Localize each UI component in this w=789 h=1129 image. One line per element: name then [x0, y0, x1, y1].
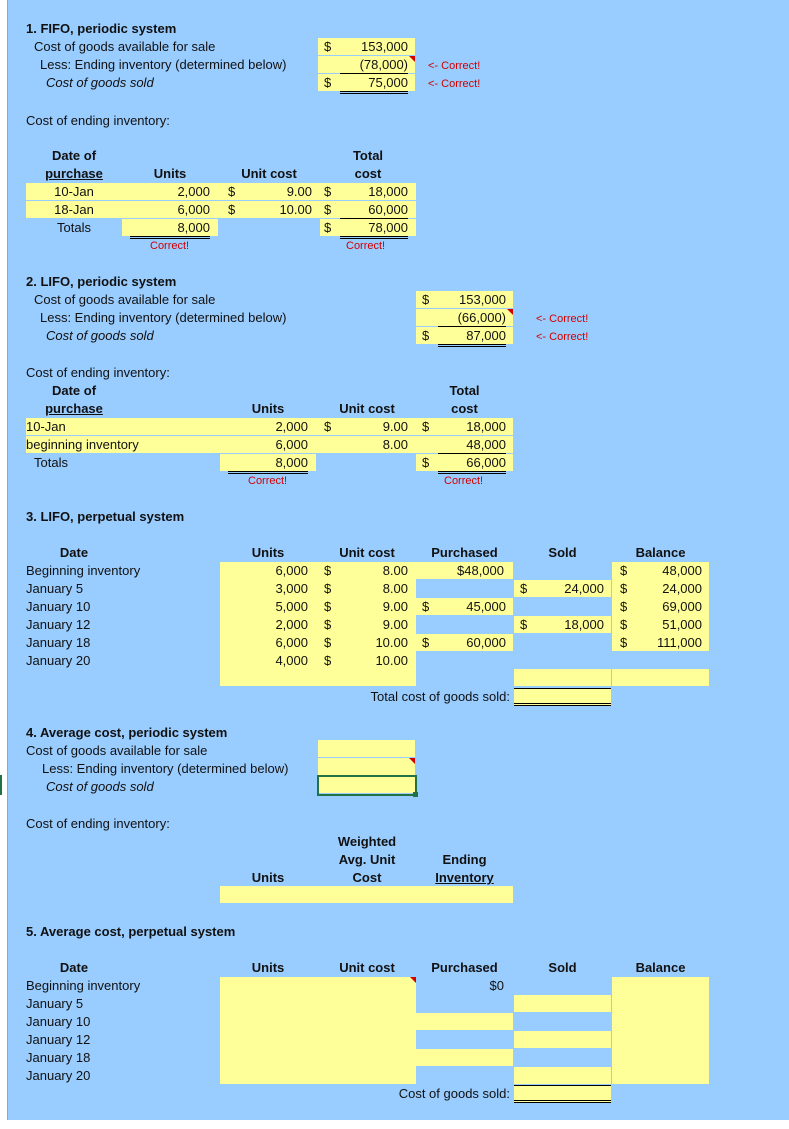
section-3-title: 3. LIFO, perpetual system — [26, 509, 185, 524]
s1-col-unit-cost: Unit cost — [241, 166, 297, 181]
s2-ending-inv-value: (66,000) — [438, 309, 506, 327]
dollar-sign: $ — [324, 202, 332, 217]
s1-totals-units: 8,000 — [130, 219, 210, 239]
s2-ending-header: Cost of ending inventory: — [26, 365, 170, 380]
s2-row-1-date: 10-Jan — [26, 419, 66, 434]
s1-row-1-total: 18,000 — [368, 184, 408, 199]
s3-row-3-purchased: 45,000 — [466, 599, 506, 614]
s3-row-2-date: January 5 — [26, 581, 84, 596]
s4-col-end2: Inventory — [435, 870, 494, 885]
s5-balance-block[interactable] — [612, 977, 709, 1084]
s3-row-1-purchased: $48,000 — [457, 563, 504, 578]
s3-extra-units-cell[interactable] — [220, 669, 416, 686]
s1-row-2-total: 60,000 — [340, 201, 408, 219]
fill-handle[interactable] — [413, 792, 418, 797]
dollar-sign: $ — [324, 419, 332, 434]
s1-units-correct-note: Correct! — [150, 240, 190, 252]
s1-row-1-units: 2,000 — [177, 184, 210, 199]
dollar-sign: $ — [324, 581, 332, 596]
s3-row-3-balance: 69,000 — [662, 599, 702, 614]
s2-row-1-units: 2,000 — [275, 419, 308, 434]
s3-row-2-units: 3,000 — [275, 581, 308, 596]
s3-total-cogs-input[interactable] — [514, 688, 611, 706]
s3-row-5-date: January 18 — [26, 635, 91, 650]
s2-row-2-total: 48,000 — [438, 436, 506, 454]
dollar-sign: $ — [324, 563, 332, 578]
s3-row-1-balance: 48,000 — [662, 563, 702, 578]
s3-row-6-units: 4,000 — [275, 653, 308, 668]
s2-less-ending-label: Less: Ending inventory (determined below) — [40, 310, 287, 325]
s4-ending-header: Cost of ending inventory: — [26, 816, 170, 831]
sheet-bottom-edge — [0, 1120, 789, 1129]
s4-ending-row-input[interactable] — [220, 886, 513, 903]
s3-extra-sold-cell[interactable] — [514, 669, 611, 686]
section-2-title: 2. LIFO, periodic system — [26, 274, 177, 289]
s2-cogs-available-label: Cost of goods available for sale — [34, 292, 216, 307]
s5-col-balance: Balance — [635, 960, 686, 975]
s5-cogs-input[interactable] — [514, 1085, 611, 1103]
s1-row-2-units: 6,000 — [177, 202, 210, 217]
s1-cost-correct-note: Correct! — [346, 240, 386, 252]
s2-col-date1: Date of — [51, 383, 97, 398]
s2-col-total2: cost — [451, 401, 478, 416]
dollar-sign: $ — [324, 599, 332, 614]
s2-row-2-cost: 8.00 — [382, 437, 408, 452]
s4-col-wavg1: Weighted — [337, 834, 397, 849]
s2-col-date2: purchase — [45, 401, 103, 416]
s2-cogs-label: Cost of goods sold — [46, 328, 154, 343]
s1-ending-header: Cost of ending inventory: — [26, 113, 170, 128]
dollar-sign: $ — [324, 75, 332, 90]
s1-cogs-available-label: Cost of goods available for sale — [34, 39, 216, 54]
s2-totals-label: Totals — [34, 455, 68, 470]
s3-row-2-cost: 8.00 — [382, 581, 408, 596]
s3-row-3-units: 5,000 — [275, 599, 308, 614]
s5-row-5-date: January 18 — [26, 1050, 91, 1065]
s5-purchased-cell-3[interactable] — [416, 1013, 513, 1030]
s5-row-4-date: January 12 — [26, 1032, 91, 1047]
s4-col-wavg3: Cost — [352, 870, 382, 885]
s4-ending-inv-input[interactable] — [318, 758, 415, 775]
comment-indicator-icon — [409, 56, 415, 62]
dollar-sign: $ — [228, 202, 236, 217]
s3-col-balance: Balance — [635, 545, 686, 560]
s3-row-6-cost: 10.00 — [375, 653, 408, 668]
s3-row-3-date: January 10 — [26, 599, 91, 614]
s3-col-purchased: Purchased — [431, 545, 498, 560]
s5-units-cost-block[interactable] — [220, 977, 416, 1084]
s3-row-5-cost: 10.00 — [375, 635, 408, 650]
s2-cogs-value: 87,000 — [438, 327, 506, 347]
dollar-sign: $ — [620, 617, 628, 632]
section-4-title: 4. Average cost, periodic system — [26, 725, 228, 740]
dollar-sign: $ — [422, 419, 430, 434]
s3-total-cogs-label: Total cost of goods sold: — [370, 689, 510, 704]
dollar-sign: $ — [620, 581, 628, 596]
s1-totals-label: Totals — [57, 220, 91, 235]
s5-sold-cell-6[interactable] — [514, 1067, 611, 1084]
s2-cost-correct-note: Correct! — [444, 475, 484, 487]
active-cell-selection[interactable] — [317, 775, 417, 796]
dollar-sign: $ — [228, 184, 236, 199]
s5-purchased-cell-5[interactable] — [416, 1049, 513, 1066]
s4-cogs-label: Cost of goods sold — [46, 779, 154, 794]
dollar-sign: $ — [324, 220, 332, 235]
s3-row-2-balance: 24,000 — [662, 581, 702, 596]
s3-extra-balance-cell[interactable] — [612, 669, 709, 686]
s1-row-2-cost: 10.00 — [279, 202, 312, 217]
s2-ending-correct-note: <- Correct! — [536, 313, 589, 325]
s3-row-2-sold: 24,000 — [564, 581, 604, 596]
s5-col-unit-cost: Unit cost — [339, 960, 395, 975]
s5-row-6-date: January 20 — [26, 1068, 91, 1083]
s2-totals-cost: 66,000 — [438, 454, 506, 474]
s5-col-units: Units — [251, 960, 285, 975]
dollar-sign: $ — [422, 328, 430, 343]
s2-cogs-available-value: 153,000 — [459, 292, 506, 307]
s1-ending-correct-note: <- Correct! — [428, 60, 481, 72]
dollar-sign: $ — [324, 635, 332, 650]
comment-indicator-icon — [409, 758, 415, 764]
dollar-sign: $ — [422, 292, 430, 307]
s5-cogs-label: Cost of goods sold: — [398, 1086, 510, 1101]
s2-row-2-units: 6,000 — [275, 437, 308, 452]
section-1-title: 1. FIFO, periodic system — [26, 21, 177, 36]
s4-col-units: Units — [251, 870, 285, 885]
s3-row-4-balance: 51,000 — [662, 617, 702, 632]
s1-cogs-available-value: 153,000 — [361, 39, 408, 54]
s3-row-4-date: January 12 — [26, 617, 91, 632]
s3-row-4-units: 2,000 — [275, 617, 308, 632]
s2-totals-units: 8,000 — [228, 454, 308, 474]
s1-row-1-date: 10-Jan — [54, 184, 94, 199]
s3-row-5-units: 6,000 — [275, 635, 308, 650]
s3-col-sold: Sold — [548, 545, 577, 560]
s3-row-4-sold: 18,000 — [564, 617, 604, 632]
s2-row-1-total: 18,000 — [466, 419, 506, 434]
s5-col-date: Date — [59, 960, 89, 975]
s3-row-5-purchased: 60,000 — [466, 635, 506, 650]
s2-units-correct-note: Correct! — [248, 475, 288, 487]
s4-less-ending-label: Less: Ending inventory (determined below) — [42, 761, 289, 776]
dollar-sign: $ — [620, 563, 628, 578]
s1-col-total2: cost — [354, 166, 382, 181]
s2-col-units: Units — [251, 401, 285, 416]
s4-cogs-available-label: Cost of goods available for sale — [26, 743, 208, 758]
dollar-sign: $ — [324, 184, 332, 199]
s1-col-total1: Total — [352, 148, 384, 163]
s1-ending-inv-value: (78,000) — [340, 56, 408, 74]
s2-row-1-cost: 9.00 — [382, 419, 408, 434]
s3-row-5-balance: 111,000 — [656, 635, 702, 650]
dollar-sign: $ — [520, 581, 528, 596]
s1-cogs-label: Cost of goods sold — [46, 75, 154, 90]
dollar-sign: $ — [520, 617, 528, 632]
dollar-sign: $ — [324, 617, 332, 632]
s5-sold-cell-4[interactable] — [514, 1031, 611, 1048]
s2-row-2-date: beginning inventory — [26, 437, 139, 452]
dollar-sign: $ — [422, 635, 430, 650]
s1-cogs-correct-note: <- Correct! — [428, 78, 481, 90]
s3-row-1-date: Beginning inventory — [26, 563, 141, 578]
s3-row-3-cost: 9.00 — [382, 599, 408, 614]
dollar-sign: $ — [324, 653, 332, 668]
s1-col-date2: purchase — [45, 166, 103, 181]
s3-row-4-cost: 9.00 — [382, 617, 408, 632]
s5-sold-cell-2[interactable] — [514, 995, 611, 1012]
dollar-sign: $ — [620, 599, 628, 614]
s4-col-wavg2: Avg. Unit — [338, 852, 396, 867]
s2-col-total1: Total — [449, 383, 480, 398]
row-header-gutter — [0, 0, 8, 1129]
active-row-marker — [0, 775, 2, 795]
s3-col-date: Date — [59, 545, 89, 560]
s2-col-unit-cost: Unit cost — [339, 401, 395, 416]
s1-row-2-date: 18-Jan — [54, 202, 94, 217]
dollar-sign: $ — [324, 39, 332, 54]
s3-col-unit-cost: Unit cost — [339, 545, 395, 560]
s1-totals-cost: 78,000 — [340, 219, 408, 239]
s3-row-6-date: January 20 — [26, 653, 91, 668]
s3-row-1-units: 6,000 — [275, 563, 308, 578]
dollar-sign: $ — [422, 599, 430, 614]
s5-col-purchased: Purchased — [431, 960, 498, 975]
s1-less-ending-label: Less: Ending inventory (determined below) — [40, 57, 287, 72]
s5-purchased-first: $0 — [489, 978, 504, 993]
s1-col-date1: Date of — [51, 148, 97, 163]
s4-col-end1: Ending — [442, 852, 487, 867]
s3-row-1-cost: 8.00 — [382, 563, 408, 578]
dollar-sign: $ — [422, 455, 430, 470]
s1-col-units: Units — [153, 166, 187, 181]
s3-col-units: Units — [251, 545, 285, 560]
comment-indicator-icon — [507, 309, 513, 315]
s1-cogs-value: 75,000 — [340, 74, 408, 94]
s5-row-3-date: January 10 — [26, 1014, 91, 1029]
s5-col-sold: Sold — [548, 960, 577, 975]
dollar-sign: $ — [620, 635, 628, 650]
s1-row-1-cost: 9.00 — [286, 184, 312, 199]
s2-cogs-correct-note: <- Correct! — [536, 331, 589, 343]
s4-cogs-available-input[interactable] — [318, 740, 415, 757]
s5-row-1-date: Beginning inventory — [26, 978, 141, 993]
s5-row-2-date: January 5 — [26, 996, 84, 1011]
section-5-title: 5. Average cost, perpetual system — [26, 924, 236, 939]
